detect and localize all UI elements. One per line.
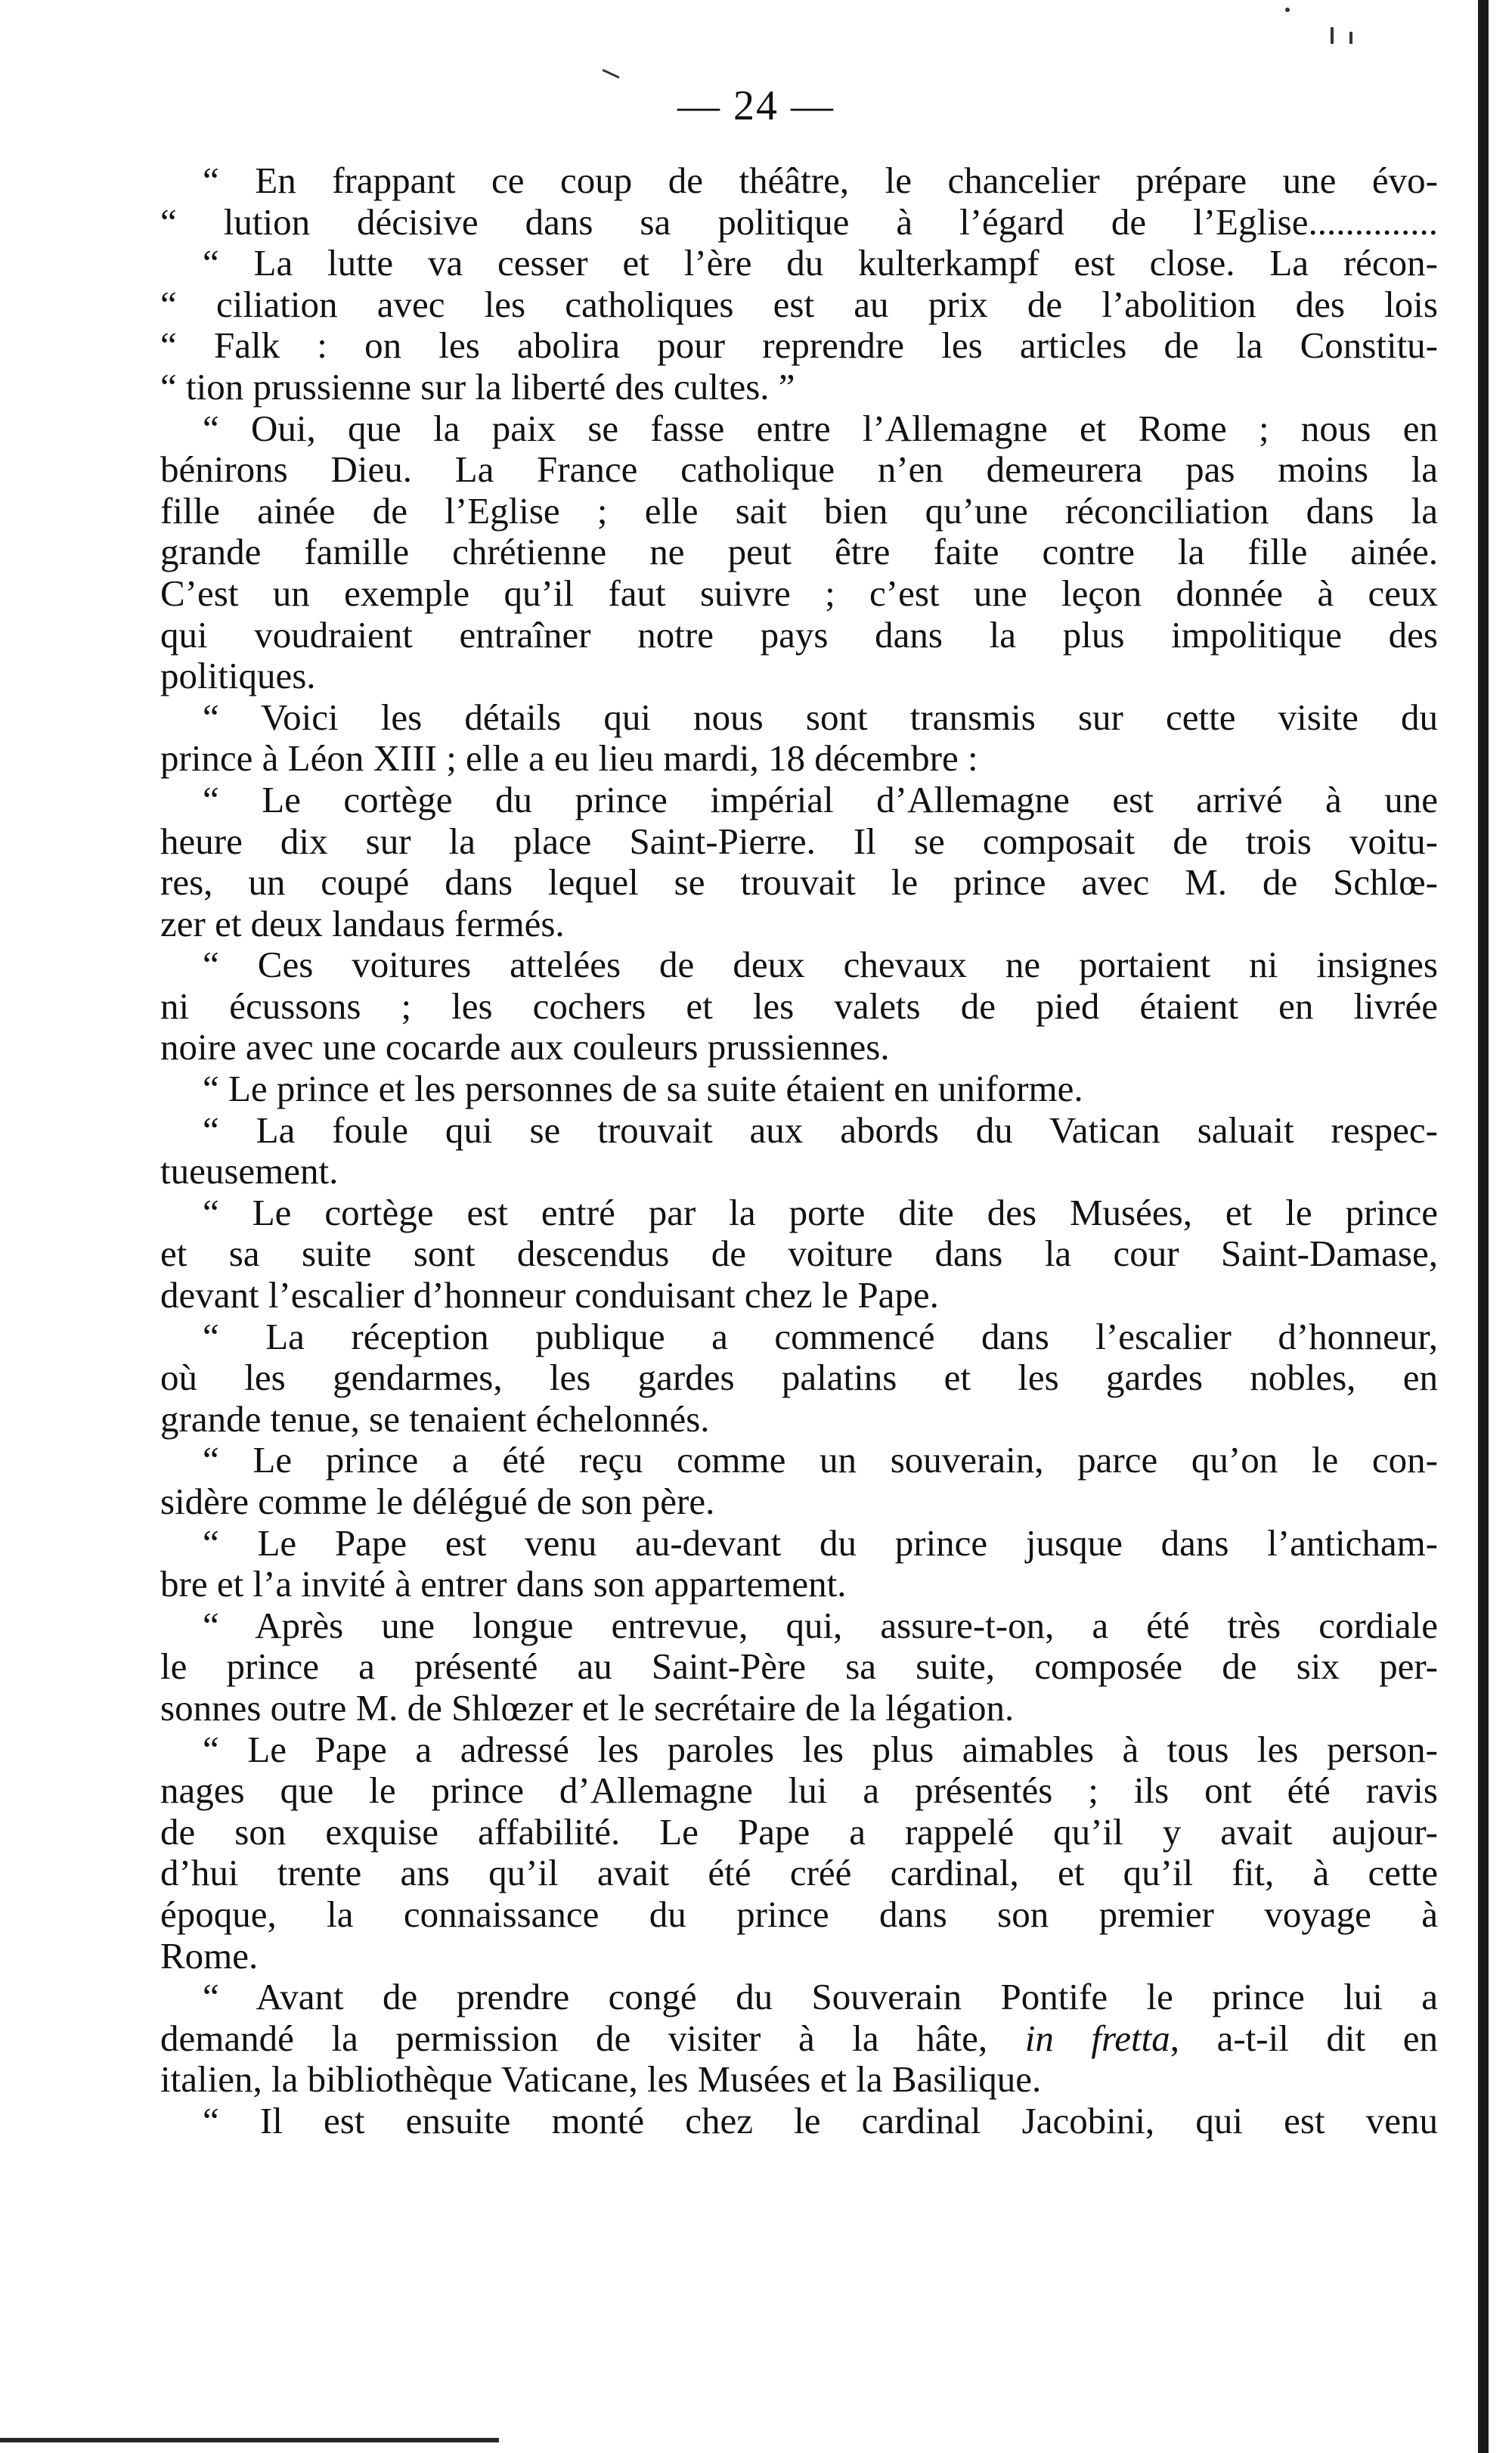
- scan-speck: [1349, 32, 1352, 44]
- text-line: “ Il est ensuite monté chez le cardinal Jacobini, qui est venu: [203, 2099, 1438, 2141]
- body-text: [160, 160, 1438, 2142]
- bottom-edge-shadow: [0, 2438, 499, 2442]
- text-line: bre et l’a invité à entrer dans son appartement.: [160, 1563, 847, 1605]
- text-line: heure dix sur la place Saint-Pierre. Il se composait de trois voitu-: [160, 820, 1438, 862]
- text-line: qui voudraient entraîner notre pays dans la plus impolitique des: [160, 613, 1438, 656]
- text-line: “ tion prussienne sur la liberté des cultes. ”: [160, 365, 795, 408]
- text-line: grande famille chrétienne ne peut être faite contre la fille ainée.: [160, 531, 1438, 573]
- binding-edge-shadow: [1478, 0, 1489, 2453]
- page-number: — 24 —: [677, 82, 835, 129]
- text-line: tueusement.: [160, 1150, 339, 1192]
- text-line: “ Ces voitures attelées de deux chevaux ne portaient ni insignes: [203, 944, 1438, 986]
- text-line: “ La foule qui se trouvait aux abords du Vatican saluait respec-: [203, 1109, 1438, 1151]
- text-line: “ ciliation avec les catholiques est au prix de l’abolition des lois: [160, 283, 1438, 325]
- text-line: “ Le prince et les personnes de sa suite étaient en uniforme.: [203, 1068, 1083, 1110]
- text-line: sonnes outre M. de Shlœzer et le secrétaire de la légation.: [160, 1686, 1015, 1729]
- text-line: “ Le prince a été reçu comme un souverain, parce qu’on le con-: [203, 1439, 1438, 1481]
- text-line: “ Falk : on les abolira pour reprendre les articles de la Constitu-: [160, 324, 1438, 367]
- italic-phrase: in fretta: [1024, 2017, 1170, 2059]
- text-line: Rome.: [160, 1934, 259, 1977]
- text-line: italien, la bibliothèque Vaticane, les Musées et la Basilique.: [160, 2058, 1042, 2101]
- text-line: “ Le Pape est venu au-devant du prince jusque dans l’anticham-: [203, 1521, 1438, 1564]
- text-line: “ Le cortège est entré par la porte dite des Musées, et le prince: [203, 1191, 1438, 1233]
- text-line: et sa suite sont descendus de voiture dans la cour Saint-Damase,: [160, 1233, 1438, 1275]
- text-line: prince à Léon XIII ; elle a eu lieu mardi, 18 décembre :: [160, 737, 978, 780]
- text-line: époque, la connaissance du prince dans son premier voyage à: [160, 1893, 1438, 1935]
- scan-speck: [602, 69, 619, 79]
- text-line: demandé la permission de visiter à la hâte, in fretta, a-t-il dit en: [160, 2017, 1438, 2059]
- text-line: “ En frappant ce coup de théâtre, le chancelier prépare une évo-: [203, 160, 1438, 201]
- text-line: C’est un exemple qu’il faut suivre ; c’est une leçon donnée à ceux: [160, 572, 1438, 614]
- text-line: d’hui trente ans qu’il avait été créé cardinal, et qu’il fit, à cette: [160, 1852, 1438, 1894]
- text-line: “ La réception publique a commencé dans l’escalier d’honneur,: [203, 1315, 1438, 1357]
- text-line: “ Le cortège du prince impérial d’Allemagne est arrivé à une: [203, 778, 1438, 820]
- text-line: zer et deux landaus fermés.: [160, 902, 565, 944]
- text-line: res, un coupé dans lequel se trouvait le prince avec M. de Schlœ-: [160, 861, 1438, 904]
- text-line: “ Voici les détails qui nous sont transmis sur cette visite du: [203, 696, 1438, 738]
- text-line: ni écussons ; les cochers et les valets de pied étaient en livrée: [160, 985, 1438, 1027]
- text-line: grande tenue, se tenaient échelonnés.: [160, 1397, 710, 1440]
- text-line: “ Le Pape a adressé les paroles les plus aimables à tous les person-: [203, 1728, 1438, 1770]
- scan-speck: [1285, 8, 1290, 12]
- text-line: devant l’escalier d’honneur conduisant chez le Pape.: [160, 1274, 939, 1316]
- scan-speck: [1331, 27, 1334, 44]
- text-line: bénirons Dieu. La France catholique n’en demeurera pas moins la: [160, 448, 1438, 491]
- text-line: “ Oui, que la paix se fasse entre l’Allemagne et Rome ; nous en: [203, 407, 1438, 449]
- text-line: de son exquise affabilité. Le Pape a rappelé qu’il y avait aujour-: [160, 1810, 1438, 1853]
- text-line: sidère comme le délégué de son père.: [160, 1481, 715, 1522]
- text-line: “ Avant de prendre congé du Souverain Pontife le prince lui a: [203, 1976, 1438, 2018]
- text-line: le prince a présenté au Saint-Père sa suite, composée de six per-: [160, 1645, 1438, 1688]
- text-line: noire avec une cocarde aux couleurs prussiennes.: [160, 1026, 890, 1068]
- text-line: où les gendarmes, les gardes palatins et les gardes nobles, en: [160, 1357, 1438, 1399]
- text-line: fille ainée de l’Eglise ; elle sait bien qu’une réconciliation dans la: [160, 489, 1438, 532]
- text-line: nages que le prince d’Allemagne lui a présentés ; ils ont été ravis: [160, 1769, 1438, 1812]
- text-line: “ La lutte va cesser et l’ère du kulterkampf est close. La récon-: [203, 242, 1438, 284]
- text-line: politiques.: [160, 655, 316, 697]
- text-line: “ lution décisive dans sa politique à l’égard de l’Eglise..............: [160, 200, 1438, 243]
- text-line: “ Après une longue entrevue, qui, assure-t-on, a été très cordiale: [203, 1604, 1438, 1646]
